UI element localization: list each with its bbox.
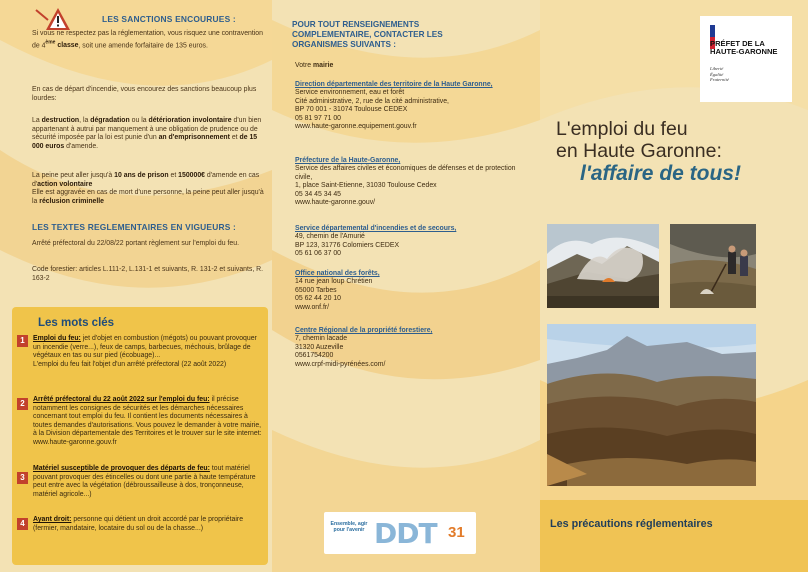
contact-crpf: Centre Régional de la propriété forestiere, 7, chemin lacade 31320 Auzeville 0561754200 www.crpf-midi-pyrénées.com/ xyxy=(295,327,527,369)
ddt31-logo xyxy=(324,512,476,554)
panel-sanctions xyxy=(0,0,272,572)
logo-title: PRÉFET DE LA HAUTE-GARONNE xyxy=(710,39,778,57)
logo-motto: Liberté Égalité Fraternité xyxy=(710,66,729,83)
contact-onf: Office national des forêts, 14 rue jean loup Chrétien 65000 Tarbes 05 62 44 20 10 www.onf.fr/ xyxy=(295,270,527,312)
cover-title: L'emploi du feu en Haute Garonne: xyxy=(556,118,722,162)
cover-subtitle: l'affaire de tous! xyxy=(580,162,741,185)
warning-triangle-icon xyxy=(34,6,74,32)
sanctions-paragraph-3: La destruction, la dégradation ou la détérioration involontaire d'un bien appartenant à autrui par manquement à une obligation de prudence ou de sécurité imposée par la loi est punie d'un an d'emprisonnement et de 15 000 euros d'amende. xyxy=(32,117,262,150)
keyword-item-arrete: Arrêté préfectoral du 22 août 2022 sur l'emploi du feu: il précise notamment les consignes de sécurités et les démarches nécessaires concernant tout emploi du feu. Il contient les documents nécessaires à toutes demandes d'autorisations. Vous pouvez le demander à votre mairie, à la Division départementale des Territoires et le trouver sur le site internet: www.haute-garonne.gouv.fr xyxy=(33,396,262,446)
keyword-number-badge: 4 xyxy=(17,518,28,530)
keyword-number-badge: 3 xyxy=(17,472,28,484)
textes-paragraph-2: Code forestier: articles L.111-2, L.131-1 et suivants, R. 131-2 et suivants, R. 163-2 xyxy=(32,266,264,282)
contact-link[interactable]: www.haute-garonne.gouv/ xyxy=(295,199,376,207)
keyword-item-ayant-droit: Ayant droit: personne qui détient un droit accordé par le propriétaire (fermier, mandataire, locataire du sol ou de la chasse...) xyxy=(33,516,244,532)
ddt-letters: DDT xyxy=(374,517,437,550)
contact-sdis: Service départemental d'incendies et de secours, 49, chemin de l'Amurié BP 123, 31776 Colomiers CEDEX 05 61 06 37 00 xyxy=(295,225,457,258)
sanctions-paragraph-4: La peine peut aller jusqu'à 10 ans de prison et 150000€ d'amende en cas d'action volontaire Elle est aggravée en cas de mort d'une personne, la peine peut aller jusqu'à la réclusion criminelle xyxy=(32,172,264,205)
ddt-number: 31 xyxy=(448,524,465,541)
sanctions-paragraph-1: Si vous ne respectez pas la réglementation, vous risquez une contravention de 4ème classe, soit une amende forfaitaire de 135 euros. xyxy=(32,30,263,49)
contact-ddt: Direction départementale des territoire de la Haute Garonne, Service environnement, eau et forêt Cité administrative, 2, rue de la cité administrative, BP 70 001 - 31074 Toulouse CEDEX 05 81 97 71 00 www.haute-garonne.equipement.gouv.fr xyxy=(295,81,527,131)
contact-link[interactable]: www.crpf-midi-pyrénées.com/ xyxy=(295,360,386,368)
prefet-logo xyxy=(700,16,792,102)
textes-paragraph-1: Arrêté préfectoral du 22/08/22 portant règlement sur l'emploi du feu. xyxy=(32,240,240,247)
keyword-number-badge: 2 xyxy=(17,398,28,410)
photo-mountain-fire xyxy=(547,224,659,308)
contacts-heading: POUR TOUT RENSEIGNEMENTS COMPLEMENTAIRE, CONTACTER LES ORGANISMES SUIVANTS : xyxy=(292,20,443,49)
photo-people-burning xyxy=(670,224,756,308)
contact-link[interactable]: www.haute-garonne.equipement.gouv.fr xyxy=(295,123,417,131)
panel-cover xyxy=(540,0,808,572)
sanctions-title: LES SANCTIONS ENCOURUES : xyxy=(102,14,236,24)
photo-mountain-landscape xyxy=(547,324,756,486)
keywords-title: Les mots clés xyxy=(38,317,115,329)
textes-title: LES TEXTES REGLEMENTAIRES EN VIGUEURS : xyxy=(32,222,237,232)
contact-link[interactable]: www.onf.fr/ xyxy=(295,303,330,311)
keyword-number-badge: 1 xyxy=(17,335,28,347)
keyword-item-emploi-du-feu: Emploi du feu: jet d'objet en combustion (mégots) ou pouvant provoquer un incendie (verre...), feux de camps, barbecues, méchouis, brûlage de végétaux en tas ou sur pied (écobuage)... L'emploi du feu fait l'objet d'un arrêté préfectoral (22 août 2022) xyxy=(33,335,257,368)
contact-mairie: Votre mairie xyxy=(295,62,334,69)
sanctions-paragraph-2: En cas de départ d'incendie, vous encourez des sanctions beaucoup plus lourdes: xyxy=(32,86,257,102)
contact-prefecture: Préfecture de la Haute-Garonne, Service des affaires civiles et économiques de défenses et de protection civile, 1, place Saint-Etienne, 31030 Toulouse Cedex 05 34 45 34 45 www.haute-garonne.gouv/ xyxy=(295,157,527,207)
french-flag-icon xyxy=(710,25,724,37)
panel-contacts xyxy=(272,0,540,572)
keyword-item-materiel: Matériel susceptible de provoquer des départs de feu: tout matériel pouvant provoquer des étincelles ou dont une partie à haute température peut entre avec la végétation (débroussailleuse à dos, tronçonneuse, matériel agricole...) xyxy=(33,465,256,498)
ddt-slogan: Ensemble, agir pour l'avenir xyxy=(330,521,368,534)
cover-footer-title: Les précautions réglementaires xyxy=(550,518,713,530)
